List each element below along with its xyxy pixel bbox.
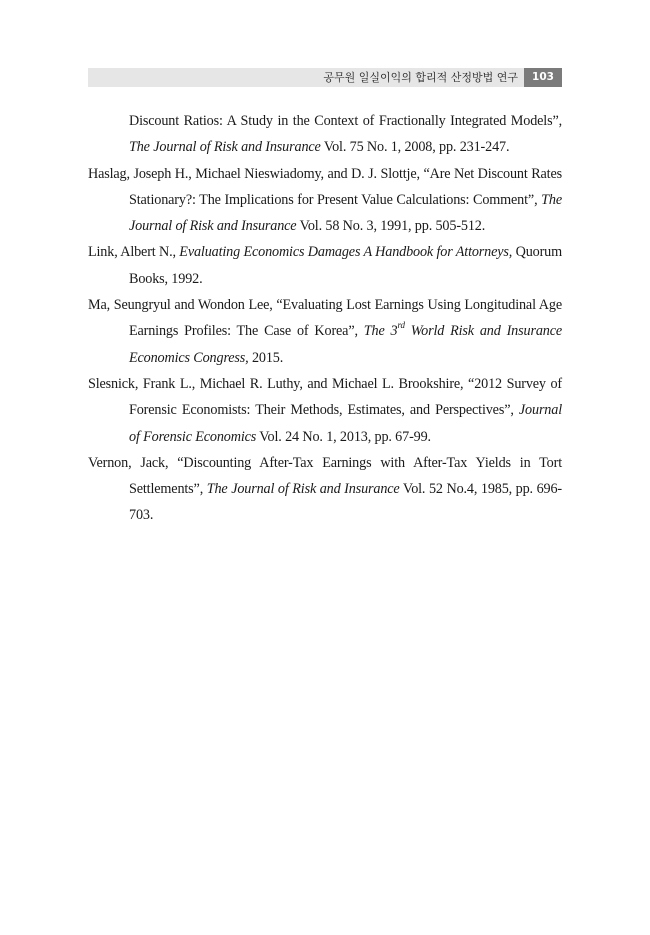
reference-entry: Ma, Seungryul and Wondon Lee, “Evaluating Lost Earnings Using Longitudinal Age Earnings Profiles: The Case of Korea”, The 3rd World Risk and Insurance Economics Congress, 2015. xyxy=(88,297,562,366)
running-header xyxy=(88,68,562,87)
journal-title: The Journal of Risk and Insurance xyxy=(129,139,321,156)
reference-entry: Link, Albert N., Evaluating Economics Damages A Handbook for Attorneys, Quorum Books, 1992. xyxy=(88,244,562,287)
reference-entry: Vernon, Jack, “Discounting After-Tax Earnings with After-Tax Yields in Tort Settlements”, The Journal of Risk and Insurance Vol. 52 No.4, 1985, pp. 696-703. xyxy=(88,454,562,524)
reference-entry: Haslag, Joseph H., Michael Nieswiadomy, and D. J. Slottje, “Are Net Discount Rates Stationary?: The Implications for Present Value Calculations: Comment”, The Journal of Risk and Insurance Vol. 58 No. 3, 1991, pp. 505-512. xyxy=(88,165,562,235)
page-number: 103 xyxy=(524,68,562,87)
reference-entry: Discount Ratios: A Study in the Context of Fractionally Integrated Models”, The Journal of Risk and Insurance Vol. 75 No. 1, 2008, pp. 231-247. xyxy=(129,113,562,156)
reference-list xyxy=(88,108,562,529)
book-title: Evaluating Economics Damages A Handbook for Attorneys, xyxy=(179,244,513,261)
journal-title: The Journal of Risk and Insurance xyxy=(206,481,400,498)
journal-title: Journal of Forensic Economics xyxy=(129,402,562,445)
congress-title: The 3rd World Risk and Insurance Economics Congress, xyxy=(129,320,562,366)
journal-title: The Journal of Risk and Insurance xyxy=(129,191,562,235)
reference-entry: Slesnick, Frank L., Michael R. Luthy, and Michael L. Brookshire, “2012 Survey of Forensic Economists: Their Methods, Estimates, and Perspectives”, Journal of Forensic Economics Vol. 24 No. 1, 2013, pp. 67-99. xyxy=(88,375,562,445)
running-title: 공무원 일실이익의 합리적 산정방법 연구 xyxy=(323,71,518,84)
